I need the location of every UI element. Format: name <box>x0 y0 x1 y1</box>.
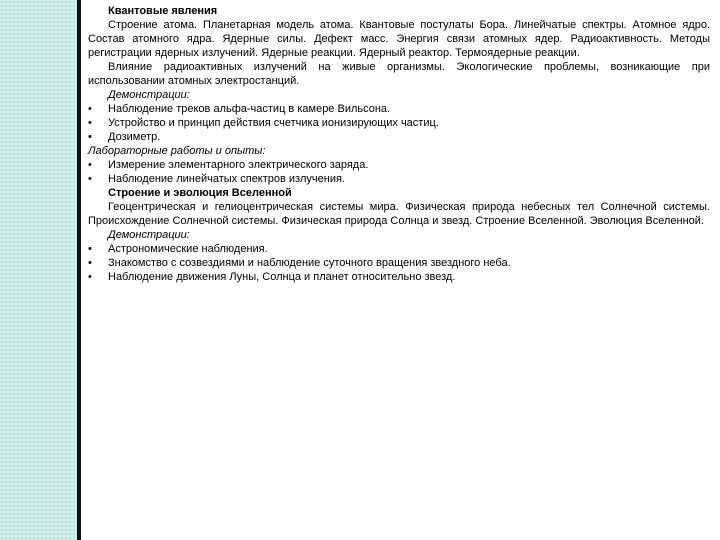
bullet-icon: • <box>88 131 92 143</box>
section-heading-quantum: Квантовые явления <box>108 5 218 17</box>
list-item: • Знакомство с созвездиями и наблюдение суточного вращения звездного неба. <box>88 257 511 269</box>
section-heading-universe: Строение и эволюция Вселенной <box>108 187 292 199</box>
list-item: • Дозиметр. <box>88 131 161 143</box>
paragraph-radiation-effects: Влияние радиоактивных излучений на живые организмы. Экологические проблемы, возникающие при использовании атомных электростанций. <box>88 61 710 87</box>
demonstrations-list <box>88 102 710 144</box>
bullet-icon: • <box>88 243 92 255</box>
bullet-icon: • <box>88 173 92 185</box>
demonstrations-label: Демонстрации: <box>108 89 190 101</box>
list-item: • Наблюдение линейчатых спектров излучения. <box>88 173 345 185</box>
list-item: • Устройство и принцип действия счетчика ионизирующих частиц. <box>88 117 439 129</box>
list-item: • Измерение элементарного электрического заряда. <box>88 159 369 171</box>
document-body <box>88 4 710 284</box>
bullet-icon: • <box>88 257 92 269</box>
paragraph-atom-structure: Строение атома. Планетарная модель атома. Квантовые постулаты Бора. Линейчатые спектры. Атомное ядро. Состав атомного ядра. Ядерные силы. Дефект масс. Энергия связи атомных ядер. Радиоактивность. Методы регистрации ядерных излучений. Ядерные реакции. Ядерный реактор. Термоядерные реакции. <box>88 19 710 59</box>
list-item: • Астрономические наблюдения. <box>88 243 268 255</box>
bullet-icon: • <box>88 159 92 171</box>
astronomy-demonstrations-list <box>88 242 710 284</box>
decorative-sidebar <box>0 0 77 540</box>
demonstrations-label: Демонстрации: <box>108 229 190 241</box>
list-item: • Наблюдение движения Луны, Солнца и планет относительно звезд. <box>88 271 456 283</box>
paragraph-world-systems: Геоцентрическая и гелиоцентрическая системы мира. Физическая природа небесных тел Солнечной системы. Происхождение Солнечной системы. Физическая природа Солнца и звезд. Строение Вселенной. Эволюция Вселенной. <box>88 201 710 227</box>
bullet-icon: • <box>88 103 92 115</box>
lab-works-list <box>88 158 710 186</box>
bullet-icon: • <box>88 117 92 129</box>
lab-works-label: Лабораторные работы и опыты: <box>88 145 266 157</box>
list-item: • Наблюдение треков альфа-частиц в камере Вильсона. <box>88 103 391 115</box>
sidebar-divider <box>77 0 81 540</box>
bullet-icon: • <box>88 271 92 283</box>
